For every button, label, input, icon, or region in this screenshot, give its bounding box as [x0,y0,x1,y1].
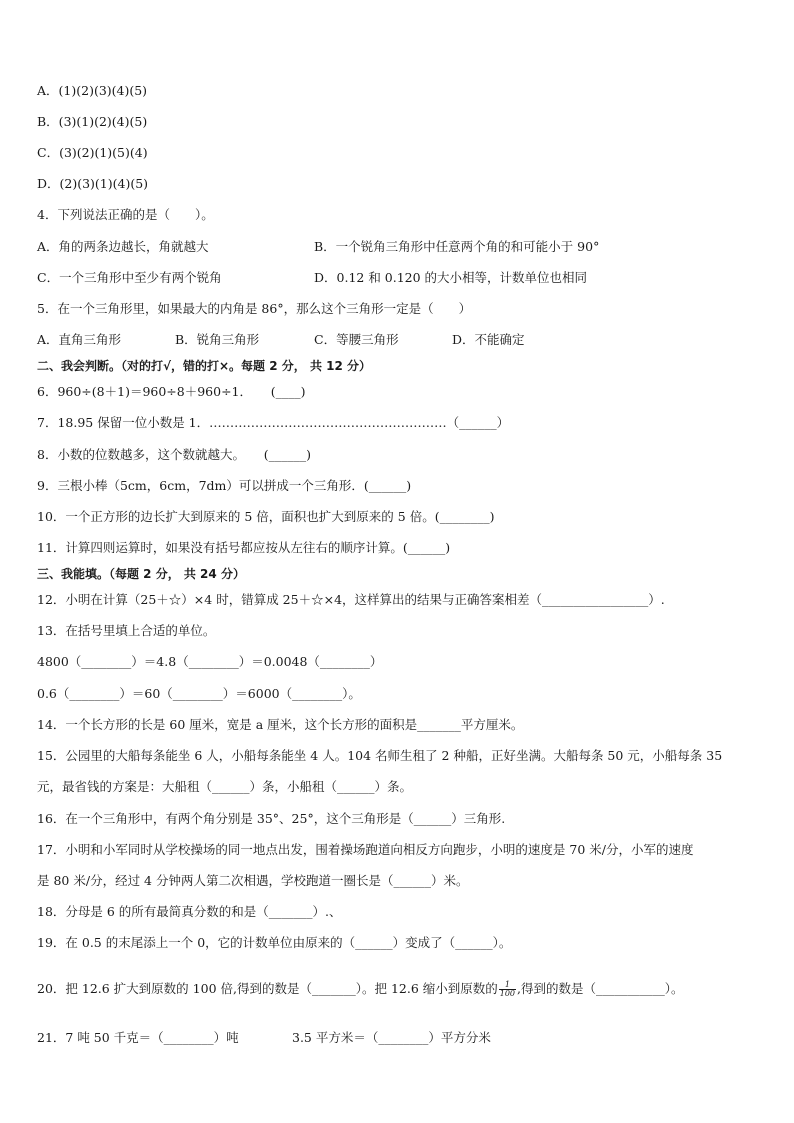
question-4: 4．下列说法正确的是（ ）。 [37,207,214,222]
section-3-heading: 三、我能填。（每题 2 分， 共 24 分） [37,567,245,581]
question-17-line-1: 17．小明和小军同时从学校操场的同一地点出发，围着操场跑道向相反方向跑步，小明的速度是 70 米/分，小军的速度 [37,842,694,857]
question-5: 5．在一个三角形里，如果最大的内角是 86°，那么这个三角形一定是（ ） [37,301,472,316]
question-20 [37,980,684,998]
question-19: 19．在 0.5 的末尾添上一个 0，它的计数单位由原来的（______）变成了（______）。 [37,935,512,950]
question-7: 7．18.95 保留一位小数是 1．…………………………………………………（______） [37,415,510,430]
q5-option-b: B．锐角三角形 [175,332,260,347]
question-9: 9．三根小棒（5cm，6cm，7dm）可以拼成一个三角形．(______) [37,478,412,493]
fraction-one-hundredth [499,981,516,998]
question-14: 14．一个长方形的长是 60 厘米，宽是 a 厘米，这个长方形的面积是_______平方厘米。 [37,717,524,732]
q13-line-1: 4800（________）＝4.8（________）＝0.0048（________） [37,654,383,669]
q5-option-d: D．不能确定 [452,332,525,347]
q5-option-c: C．等腰三角形 [314,332,399,347]
q20-part-2: ,得到的数是（___________）。 [517,981,684,996]
question-15-line-1: 15．公园里的大船每条能坐 6 人，小船每条能坐 4 人。104 名师生租了 2 种船，正好坐满。大船每条 50 元，小船每条 35 [37,748,723,763]
q3-option-b: B．(3)(1)(2)(4)(5) [37,114,148,129]
q5-options [37,331,525,349]
question-6: 6．960÷(8＋1)＝960÷8＋960÷1． (____) [37,384,306,399]
question-21 [37,1029,491,1047]
question-8: 8．小数的位数越多，这个数就越大。 (______) [37,447,311,462]
q3-option-a: A．(1)(2)(3)(4)(5) [37,83,148,98]
fraction-denominator: 100 [499,989,516,998]
section-2-heading: 二、我会判断。（对的打√，错的打×。每题 2 分， 共 12 分） [37,359,371,373]
q4-options-row-1 [37,238,600,256]
q4-option-d: D．0.12 和 0.120 的大小相等，计数单位也相同 [314,270,588,285]
question-16: 16．在一个三角形中，有两个角分别是 35°、25°，这个三角形是（______）三角形. [37,811,506,826]
q4-option-a: A．角的两条边越长，角就越大 [37,239,209,254]
question-10: 10．一个正方形的边长扩大到原来的 5 倍，面积也扩大到原来的 5 倍。(________) [37,509,495,524]
q4-options-row-2 [37,269,588,287]
question-13: 13．在括号里填上合适的单位。 [37,623,216,638]
question-18: 18．分母是 6 的所有最简真分数的和是（_______）.、 [37,904,342,919]
q3-option-d: D．(2)(3)(1)(4)(5) [37,176,149,191]
q21-part-1: 21．7 吨 50 千克＝（________）吨 [37,1030,239,1045]
q3-option-c: C．(3)(2)(1)(5)(4) [37,145,148,160]
fraction-numerator: 1 [499,981,516,990]
q4-option-c: C．一个三角形中至少有两个锐角 [37,270,222,285]
question-17-line-2: 是 80 米/分，经过 4 分钟两人第二次相遇，学校跑道一圈长是（______）米。 [37,873,469,888]
q4-option-b: B．一个锐角三角形中任意两个角的和可能小于 90° [314,239,600,254]
q5-option-a: A．直角三角形 [37,332,122,347]
q21-part-2: 3.5 平方米＝（________）平方分米 [292,1030,491,1045]
q13-line-2: 0.6（________）＝60（________）＝6000（________）。 [37,686,361,701]
question-12: 12．小明在计算（25＋☆）×4 时，错算成 25＋☆×4，这样算出的结果与正确答案相差（_________________）. [37,592,665,607]
q20-part-1: 20．把 12.6 扩大到原数的 100 倍,得到的数是（_______）。把 12.6 缩小到原数的 [37,981,498,996]
question-11: 11．计算四则运算时，如果没有括号都应按从左往右的顺序计算。(______) [37,540,451,555]
question-15-line-2: 元，最省钱的方案是：大船租（______）条，小船租（______）条。 [37,779,413,794]
